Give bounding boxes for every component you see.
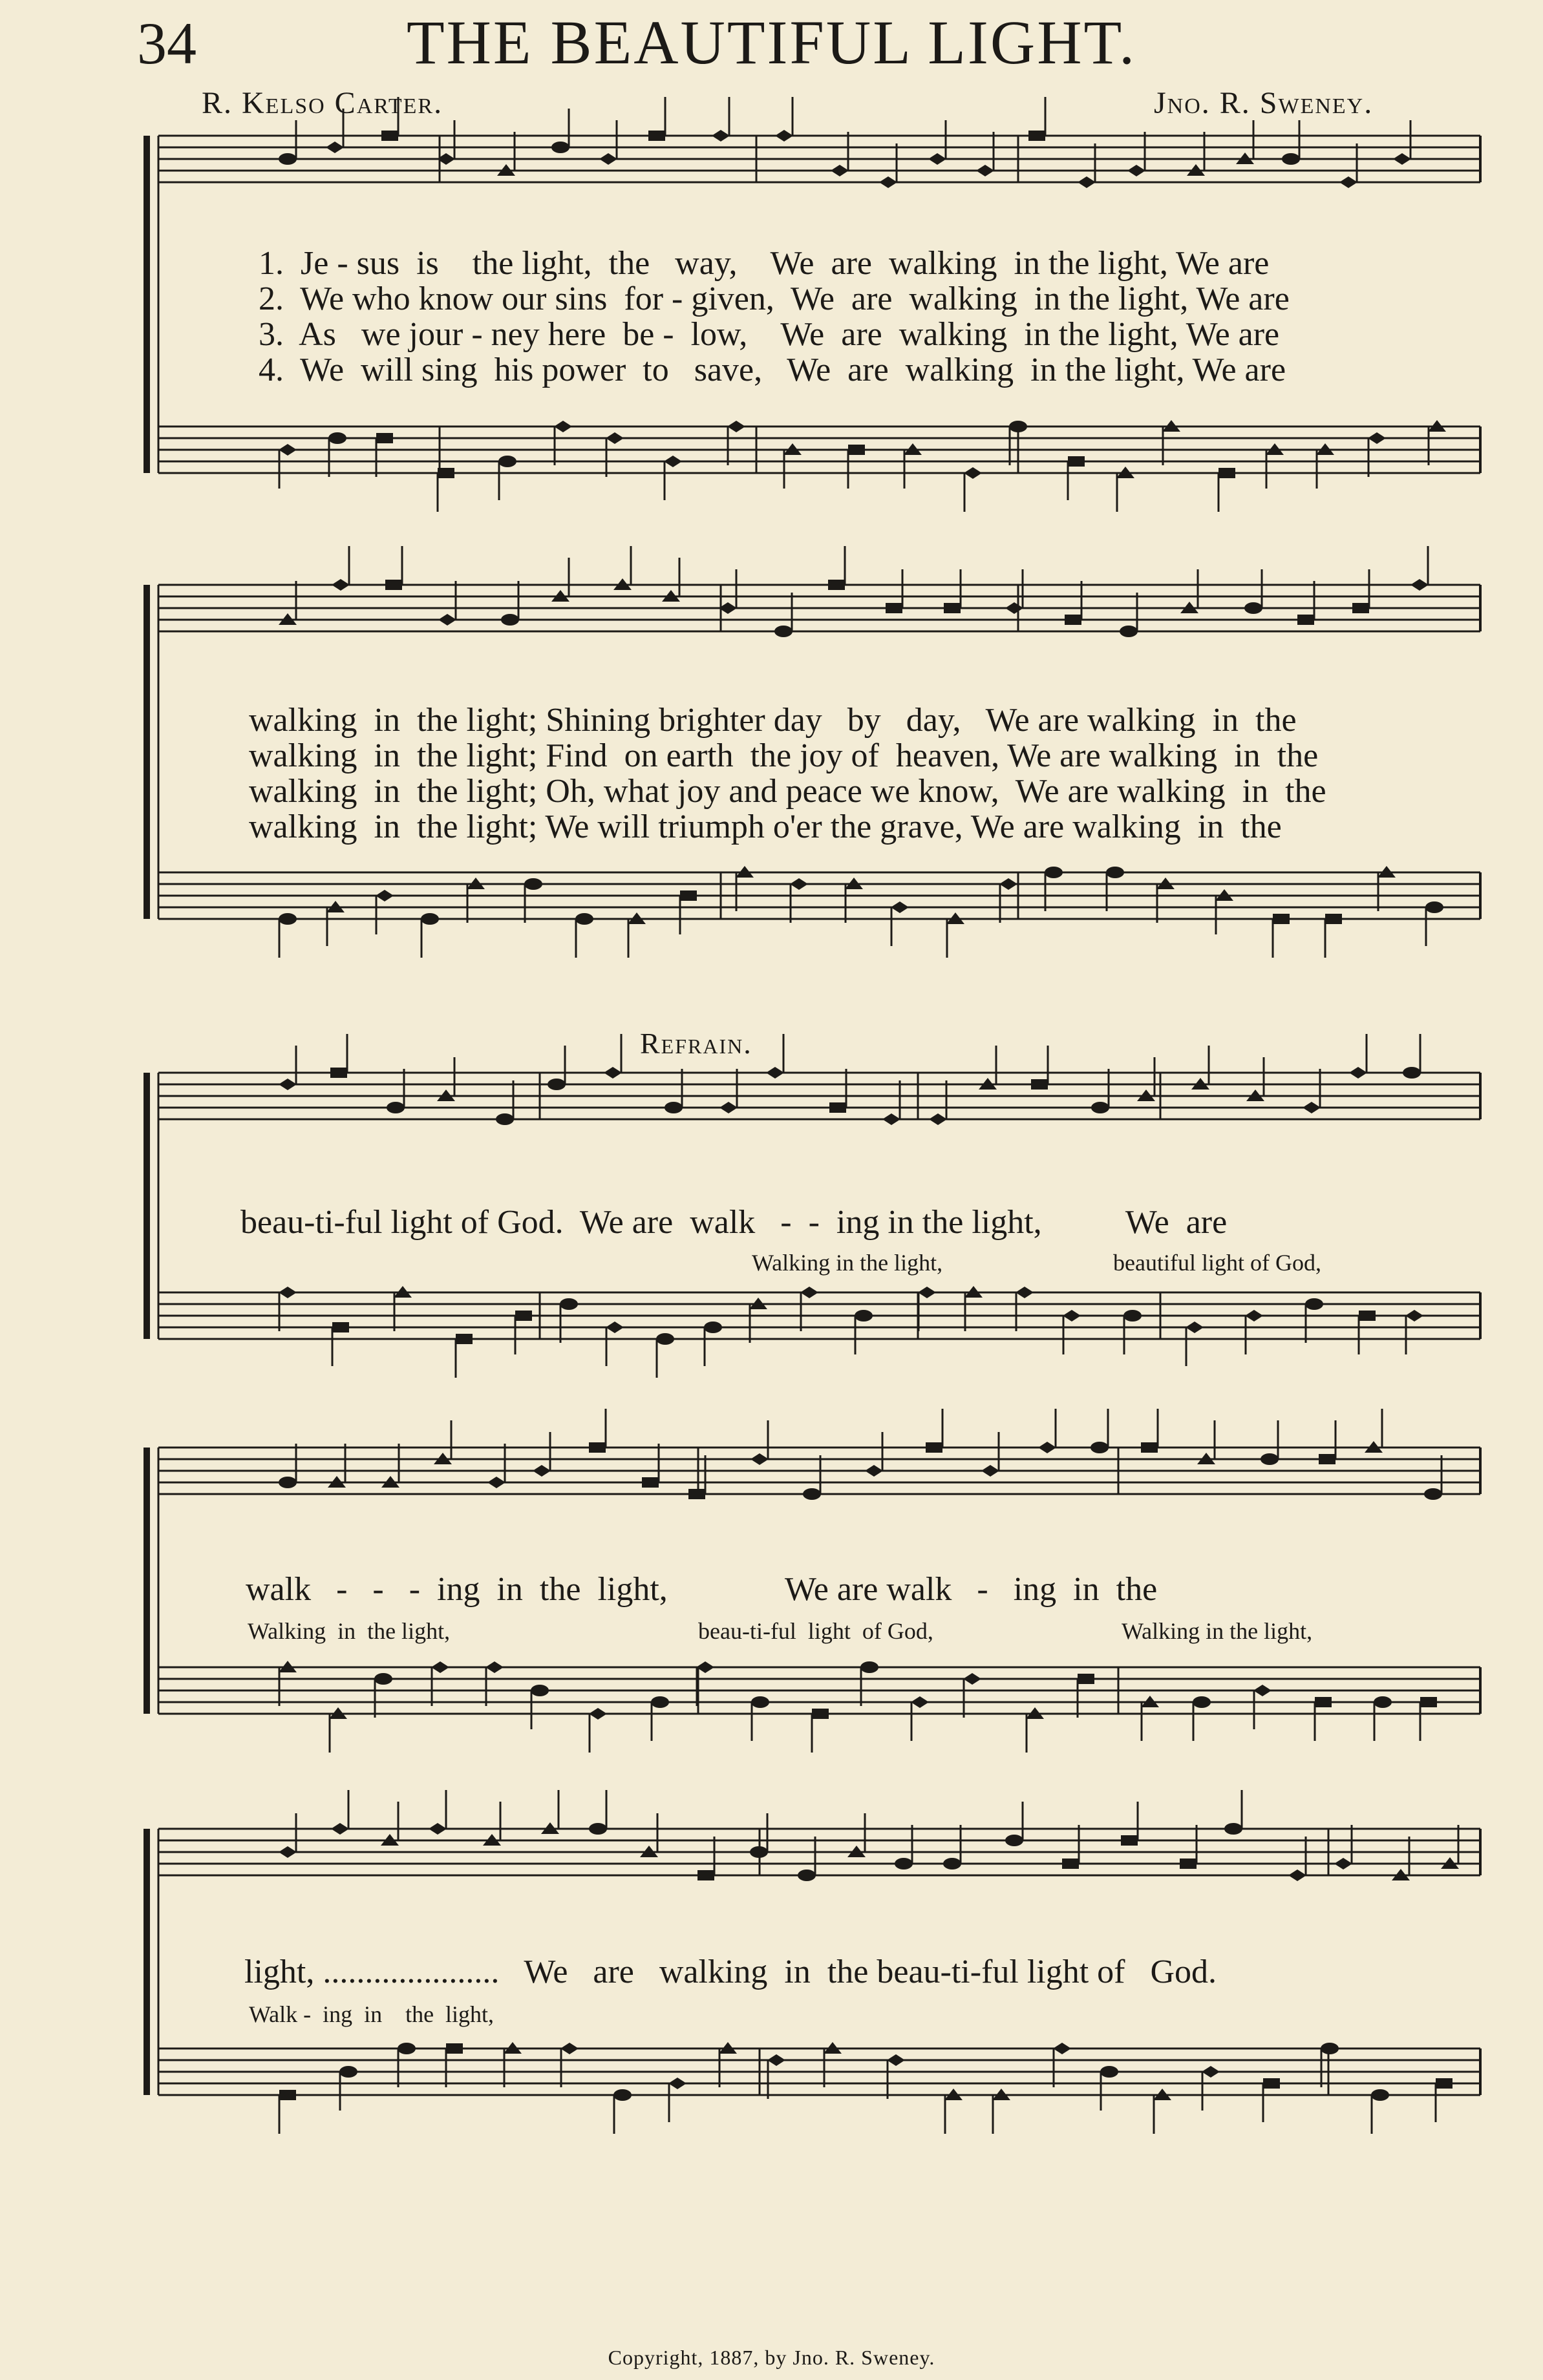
refrain-line-2: walk - - - ing in the light, We are walk - ing in the [246, 1571, 1158, 1608]
refrain-bass-2a: Walking in the light, [248, 1618, 451, 1644]
refrain-line-1: beau-ti-ful light of God. We are walk - - ing in the light, We are [240, 1204, 1228, 1241]
music-composer: Jno. R. Sweney. [1154, 86, 1374, 120]
verse-3-line-b: walking in the light; Oh, what joy and peace we know, We are walking in the [249, 773, 1326, 810]
words-author: R. Kelso Carter. [202, 86, 443, 120]
page-number: 34 [137, 10, 197, 76]
refrain-bass-2c: Walking in the light, [1122, 1618, 1313, 1644]
refrain-label: Refrain. [640, 1027, 752, 1060]
refrain-bass-2b: beau-ti-ful light of God, [698, 1618, 933, 1644]
refrain-bass-1b: beautiful light of God, [1113, 1250, 1321, 1276]
verse-1-line-b: walking in the light; Shining brighter day by day, We are walking in the [249, 702, 1297, 739]
verse-2-line-a: 2. We who know our sins for - given, We are walking in the light, We are [259, 280, 1290, 317]
verse-4-line-b: walking in the light; We will triumph o'er the grave, We are walking in the [249, 808, 1282, 845]
refrain-bass-1a: Walking in the light, [752, 1250, 943, 1276]
copyright-notice: Copyright, 1887, by Jno. R. Sweney. [608, 2346, 935, 2369]
verse-1-line-a: 1. Je - sus is the light, the way, We are walking in the light, We are [259, 245, 1270, 282]
refrain-line-3: light, ..................... We are walking in the beau-ti-ful light of God. [244, 1953, 1217, 1990]
verse-2-line-b: walking in the light; Find on earth the joy of heaven, We are walking in the [249, 737, 1319, 774]
hymn-title: THE BEAUTIFUL LIGHT. [406, 8, 1137, 77]
verse-4-line-a: 4. We will sing his power to save, We are walking in the light, We are [259, 352, 1286, 388]
refrain-bass-3: Walk - ing in the light, [249, 2001, 495, 2027]
verse-3-line-a: 3. As we jour - ney here be - low, We are walking in the light, We are [259, 316, 1280, 353]
